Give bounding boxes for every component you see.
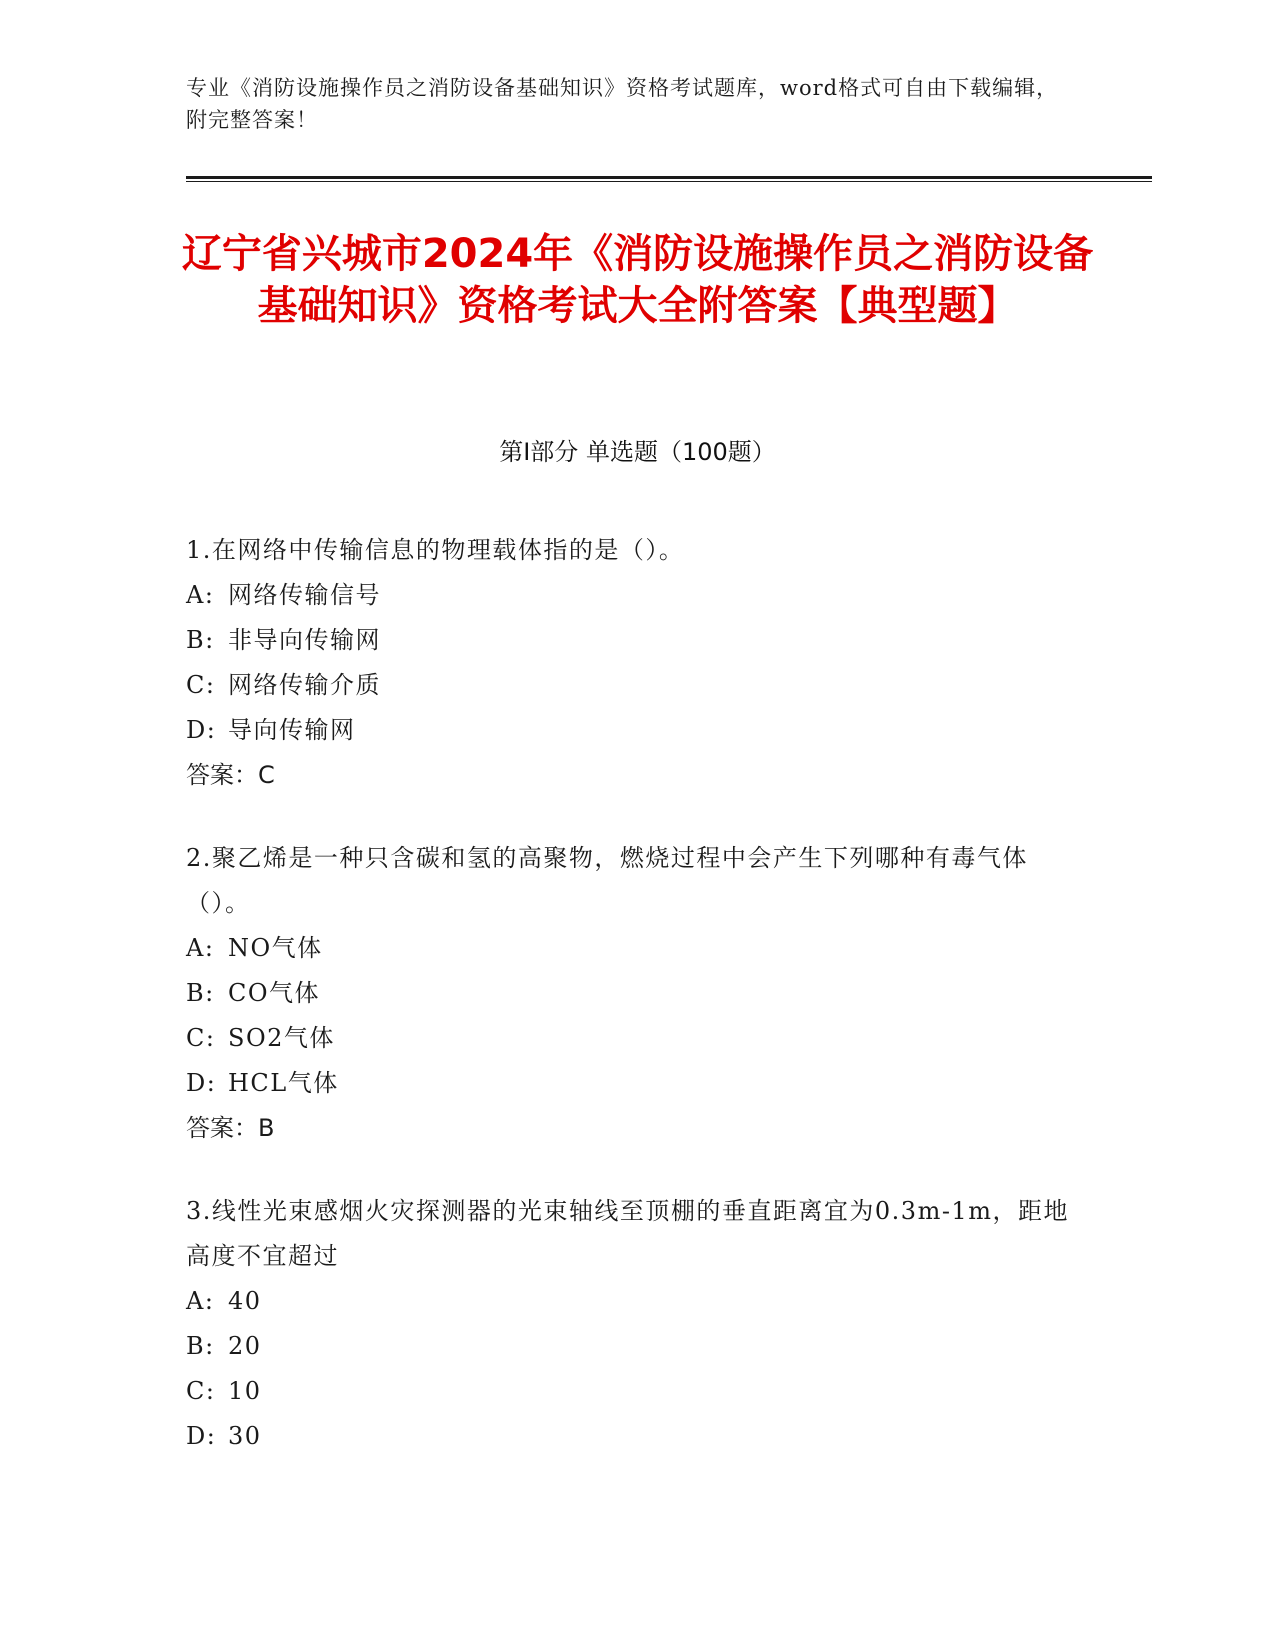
option-label: A: xyxy=(186,581,215,609)
question-3 xyxy=(186,1189,1086,1459)
option-label: A: xyxy=(186,934,215,962)
option-text: 导向传输网 xyxy=(228,716,356,744)
answer-line: 答案：B xyxy=(186,1114,275,1142)
question-stem: 1.在网络中传输信息的物理载体指的是（）。 xyxy=(186,536,685,564)
option-text: 20 xyxy=(228,1332,262,1360)
option-text: HCL气体 xyxy=(228,1069,339,1097)
option-label: D: xyxy=(186,1069,217,1097)
option-b xyxy=(186,618,1086,663)
section-title: 第I部分 单选题（100题） xyxy=(499,438,776,466)
option-text: 网络传输介质 xyxy=(228,671,381,699)
option-c xyxy=(186,663,1086,708)
option-b xyxy=(186,971,1086,1016)
option-label: C: xyxy=(186,1377,216,1405)
option-label: D: xyxy=(186,1422,217,1450)
header-note: 专业《消防设施操作员之消防设备基础知识》资格考试题库，word格式可自由下载编辑，附完整答案！ xyxy=(186,76,1059,132)
option-label: B: xyxy=(186,979,215,1007)
option-label: C: xyxy=(186,1024,216,1052)
option-label: B: xyxy=(186,626,215,654)
option-a xyxy=(186,1279,1086,1324)
option-label: C: xyxy=(186,671,216,699)
option-text: 30 xyxy=(228,1422,262,1450)
option-c xyxy=(186,1369,1086,1414)
option-d xyxy=(186,1061,1086,1106)
header-divider-thick xyxy=(186,176,1152,179)
header-divider-thin xyxy=(186,181,1152,182)
answer-line: 答案：C xyxy=(186,761,275,789)
question-stem: 2.聚乙烯是一种只含碳和氢的高聚物，燃烧过程中会产生下列哪种有毒气体（）。 xyxy=(186,844,1028,917)
option-text: 40 xyxy=(228,1287,262,1315)
question-1 xyxy=(186,528,1086,798)
option-text: 10 xyxy=(228,1377,262,1405)
option-text: 网络传输信号 xyxy=(228,581,381,609)
option-a xyxy=(186,573,1086,618)
question-2 xyxy=(186,836,1086,1151)
option-text: 非导向传输网 xyxy=(228,626,381,654)
option-label: B: xyxy=(186,1332,215,1360)
option-text: CO气体 xyxy=(228,979,321,1007)
option-d xyxy=(186,708,1086,753)
question-list xyxy=(186,528,1086,1497)
option-c xyxy=(186,1016,1086,1061)
option-d xyxy=(186,1414,1086,1459)
option-text: NO气体 xyxy=(228,934,323,962)
option-text: SO2气体 xyxy=(228,1024,335,1052)
option-b xyxy=(186,1324,1086,1369)
option-a xyxy=(186,926,1086,971)
document-title: 辽宁省兴城市2024年《消防设施操作员之消防设备基础知识》资格考试大全附答案【典型题】 xyxy=(181,231,1094,329)
option-label: D: xyxy=(186,716,217,744)
question-stem: 3.线性光束感烟火灾探测器的光束轴线至顶棚的垂直距离宜为0.3m-1m，距地高度不宜超过 xyxy=(186,1197,1069,1270)
option-label: A: xyxy=(186,1287,215,1315)
